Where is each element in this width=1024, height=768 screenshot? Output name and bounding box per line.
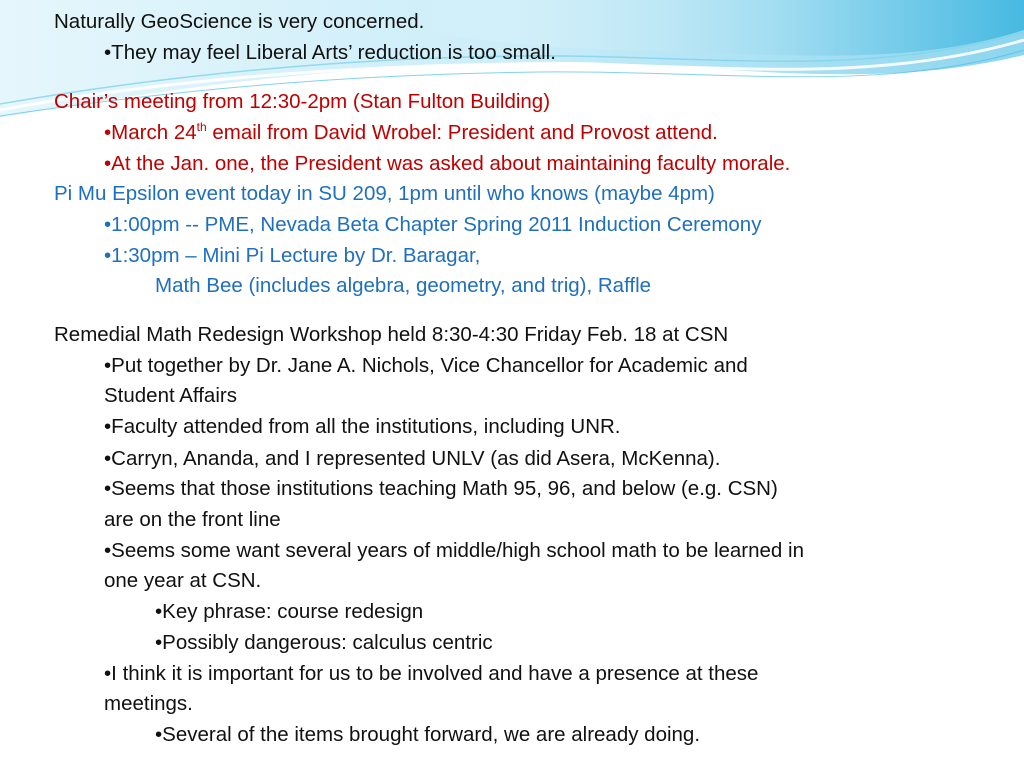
bullet-faculty-morale: •At the Jan. one, the President was asked about maintaining faculty morale.	[104, 152, 791, 175]
bullet-represented-unlv: •Carryn, Ananda, and I represented UNLV (as did Asera, McKenna).	[104, 447, 721, 470]
march-email-rest: email from David Wrobel: President and Provost attend.	[206, 121, 718, 144]
line-meetings: meetings.	[104, 692, 193, 715]
line-chairs-meeting: Chair’s meeting from 12:30-2pm (Stan Fulton Building)	[54, 90, 551, 113]
bullet-important-involved: •I think it is important for us to be involved and have a presence at these	[104, 662, 759, 685]
line-one-year-csn: one year at CSN.	[104, 569, 262, 592]
bullet-mini-pi-lecture: •1:30pm – Mini Pi Lecture by Dr. Baragar,	[104, 244, 481, 267]
march-email-prefix: •March 24	[104, 121, 197, 144]
bullet-faculty-attended: •Faculty attended from all the institutions, including UNR.	[104, 415, 621, 438]
bullet-induction-ceremony: •1:00pm -- PME, Nevada Beta Chapter Spring 2011 Induction Ceremony	[104, 213, 762, 236]
line-math-bee: Math Bee (includes algebra, geometry, and trig), Raffle	[155, 274, 652, 297]
line-pi-mu-epsilon: Pi Mu Epsilon event today in SU 209, 1pm until who knows (maybe 4pm)	[54, 182, 715, 205]
sub-bullet-calculus-centric: •Possibly dangerous: calculus centric	[155, 631, 493, 654]
ordinal-suffix: th	[196, 120, 207, 134]
bullet-put-together: •Put together by Dr. Jane A. Nichols, Vice Chancellor for Academic and	[104, 354, 748, 377]
line-remedial-workshop: Remedial Math Redesign Workshop held 8:30-4:30 Friday Feb. 18 at CSN	[54, 323, 729, 346]
bullet-institutions-teaching: •Seems that those institutions teaching Math 95, 96, and below (e.g. CSN)	[104, 477, 778, 500]
sub-bullet-already-doing: •Several of the items brought forward, we are already doing.	[155, 723, 701, 746]
bullet-march-email	[104, 120, 718, 145]
line-geoscience-concern: Naturally GeoScience is very concerned.	[54, 10, 425, 33]
bullet-liberal-arts: •They may feel Liberal Arts’ reduction is too small.	[104, 41, 556, 64]
sub-bullet-course-redesign: •Key phrase: course redesign	[155, 600, 424, 623]
line-front-line: are on the front line	[104, 508, 281, 531]
line-student-affairs: Student Affairs	[104, 384, 237, 407]
bullet-several-years: •Seems some want several years of middle/high school math to be learned in	[104, 539, 804, 562]
